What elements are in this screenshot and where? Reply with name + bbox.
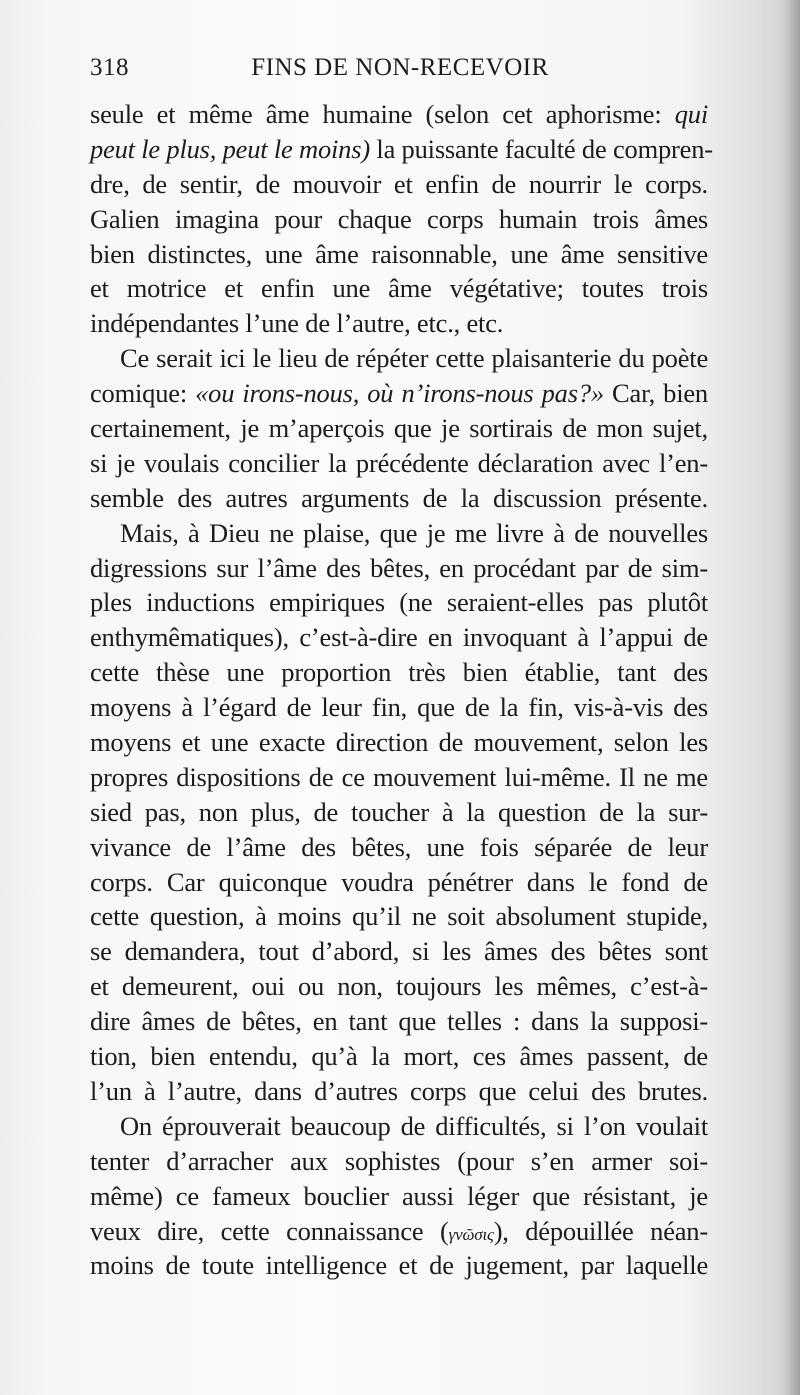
text-line: sied pas, non plus, de toucher à la question de la sur- [90,796,708,827]
text-line: moyens à l’égard de leur fin, que de la fin, vis-à-vis des [90,692,708,723]
text-line: l’un à l’autre, dans d’autres corps que celui des brutes. [90,1075,708,1106]
running-title: FINS DE NON-RECEVOIR [251,54,549,81]
text-line: si je voulais concilier la précédente déclaration avec l’en- [90,447,708,478]
text-line: semble des autres arguments de la discussion présente. [90,482,708,513]
text-line: vivance de l’âme des bêtes, une fois séparée de leur [90,831,708,862]
text-line: ples inductions empiriques (ne seraient-elles pas plutôt [90,587,708,618]
page-header [90,54,710,94]
text-line: peut le plus, peut le moins) la puissante faculté de compren- [90,133,713,164]
page-number: 318 [90,54,129,81]
text-line: cette thèse une proportion très bien établie, tant des [90,657,708,688]
paragraph-start-line: Mais, à Dieu ne plaise, que je me livre à de nouvelles [120,517,708,548]
text-line: corps. Car quiconque voudra pénétrer dans le fond de [90,866,708,897]
text-line: comique: «ou irons-nous, où n’irons-nous pas?» Car, bien [90,378,708,409]
text-line: et motrice et enfin une âme végétative; toutes trois [90,273,708,304]
text-line: veux dire, cette connaissance (γνῶσις), dépouillée néan- [90,1215,708,1246]
text-line: enthymêmatiques), c’est-à-dire en invoquant à l’appui de [90,622,708,653]
paragraph-start-line: Ce serait ici le lieu de répéter cette plaisanterie du poète [120,343,708,374]
greek-word: γνῶσις [448,1224,494,1244]
text-line: digressions sur l’âme des bêtes, en procédant par de sim- [90,552,708,583]
text-line: moyens et une exacte direction de mouvement, selon les [90,727,708,758]
text-line: Galien imagina pour chaque corps humain trois âmes [90,203,708,234]
text-line: propres dispositions de ce mouvement lui-même. Il ne me [90,761,708,792]
text-line: moins de toute intelligence et de jugement, par laquelle [90,1250,708,1281]
text-line: seule et même âme humaine (selon cet aphorisme: qui [90,99,708,129]
paragraph-start-line: On éprouverait beaucoup de difficultés, si l’on voulait [120,1110,708,1141]
page-edge-shadow [786,0,800,1395]
text-line: même) ce fameux bouclier aussi léger que résistant, je [90,1180,708,1211]
text-line: dire âmes de bêtes, en tant que telles : dans la supposi- [90,1006,708,1037]
text-line: et demeurent, oui ou non, toujours les mêmes, c’est-à- [90,971,708,1002]
text-line: tenter d’arracher aux sophistes (pour s’en armer soi- [90,1145,708,1176]
text-line: tion, bien entendu, qu’à la mort, ces âmes passent, de [90,1041,708,1072]
text-line: se demandera, tout d’abord, si les âmes des bêtes sont [90,936,708,967]
text-line: cette question, à moins qu’il ne soit absolument stupide, [90,901,708,932]
text-line: certainement, je m’aperçois que je sortirais de mon sujet, [90,413,708,444]
text-line: dre, de sentir, de mouvoir et enfin de nourrir le corps. [90,168,708,199]
text-line: bien distinctes, une âme raisonnable, une âme sensitive [90,238,708,269]
text-line: indépendantes l’une de l’autre, etc., etc. [90,308,504,339]
body-text [90,97,713,1283]
